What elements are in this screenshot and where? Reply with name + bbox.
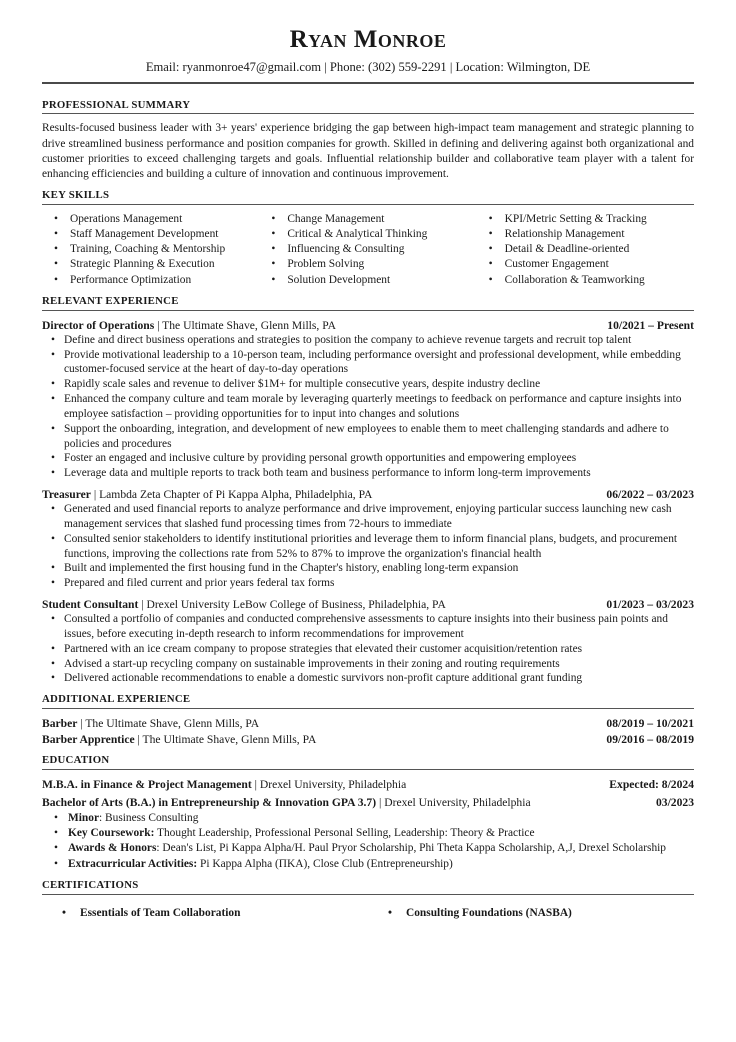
job-company: | Lambda Zeta Chapter of Pi Kappa Alpha, Philadelphia, PA: [90, 487, 373, 501]
job-title: Barber Apprentice: [42, 732, 135, 746]
additional-experience-entry: [42, 716, 694, 732]
skills-columns: [42, 212, 694, 288]
experience-bullets: [42, 502, 694, 591]
bullet-item: • Consulted senior stakeholders to identify institutional priorities and leverage them to inform financial plans, budgets, and procurement functions, improving the collections rate from 52% to 87% to improve the organization's financial health: [64, 532, 694, 562]
education-detail-item: [68, 841, 694, 856]
skill-item: • Influencing & Consulting: [287, 242, 476, 257]
degree-date: Expected: 8/2024: [609, 778, 694, 792]
education-details: [42, 811, 694, 873]
job-dates: 10/2021 – Present: [607, 318, 694, 332]
section-heading-summary: PROFESSIONAL SUMMARY: [42, 98, 191, 111]
skills-column-2: [259, 212, 476, 288]
bullet-item: • Consulted a portfolio of companies and conducted comprehensive assessments to capture insights into their business pain points and issues, before executing in-depth research to inform recommendations for improvement: [64, 612, 694, 642]
bullet-item: • Foster an engaged and inclusive culture by providing personal growth opportunities and empowering employees: [64, 451, 694, 466]
experience-title-line: [42, 487, 372, 502]
bullet-item: • Provide motivational leadership to a 10-person team, including performance oversight and professional development, while embedding customer-focused service at the heart of day-to-day operations: [64, 348, 694, 378]
bullet-item: • Advised a start-up recycling company on sustainable improvements in their zoning and routing requirements: [64, 657, 694, 672]
skills-list: [477, 212, 694, 288]
skill-item: • Collaboration & Teamworking: [505, 273, 694, 288]
skill-item: • Strategic Planning & Execution: [70, 257, 259, 272]
detail-label: Key Coursework:: [68, 826, 155, 839]
bullet-item: • Rapidly scale sales and revenue to deliver $1M+ for multiple consecutive years, despite industry decline: [64, 377, 694, 392]
job-company: | Drexel University LeBow College of Business, Philadelphia, PA: [138, 598, 446, 612]
education-detail-item: [68, 811, 694, 826]
detail-label: Minor: [68, 811, 100, 824]
skill-item: • Critical & Analytical Thinking: [287, 227, 476, 242]
detail-label: Awards & Honors: [68, 842, 157, 855]
section-divider: [42, 204, 694, 205]
degree-title: Bachelor of Arts (B.A.) in Entrepreneurship & Innovation GPA 3.7): [42, 795, 377, 809]
skill-item: • Operations Management: [70, 212, 259, 227]
detail-separator: :: [99, 811, 106, 824]
degree-school: | Drexel University, Philadelphia: [376, 795, 531, 809]
section-divider: [42, 708, 694, 709]
certifications-columns: [42, 902, 694, 921]
bullet-item: • Partnered with an ice cream company to propose strategies that elevated their customer acquisition/retention rates: [64, 642, 694, 657]
skill-item: • Problem Solving: [287, 257, 476, 272]
section-additional-experience: [42, 694, 694, 747]
skill-item: • Performance Optimization: [70, 273, 259, 288]
job-dates: 09/2016 – 08/2019: [606, 732, 694, 746]
job-company: | The Ultimate Shave, Glenn Mills, PA: [134, 732, 317, 746]
experience-entry: [42, 597, 694, 686]
experience-header: [42, 597, 694, 612]
certification-item: • Consulting Foundations (NASBA): [406, 906, 694, 921]
additional-experience-entry: [42, 732, 694, 748]
job-title: Director of Operations: [42, 318, 155, 332]
skill-item: • Staff Management Development: [70, 227, 259, 242]
job-company: | The Ultimate Shave, Glenn Mills, PA: [154, 318, 336, 332]
certifications-list: [368, 906, 694, 921]
bullet-item: • Delivered actionable recommendations to enable a domestic survivors non-profit capture additional grant funding: [64, 671, 694, 686]
additional-title-line: [42, 732, 316, 748]
job-title: Student Consultant: [42, 598, 139, 612]
bullet-item: • Built and implemented the first housing fund in the Chapter's history, enabling long-term expansion: [64, 561, 694, 576]
skill-item: • Change Management: [287, 212, 476, 227]
section-divider: [42, 310, 694, 311]
detail-separator: :: [156, 842, 163, 855]
certifications-list: [42, 906, 368, 921]
candidate-name: Ryan Monroe: [289, 26, 447, 53]
section-heading-additional: ADDITIONAL EXPERIENCE: [42, 693, 191, 706]
contact-line: Email: ryanmonroe47@gmail.com | Phone: (302) 559-2291 | Location: Wilmington, DE: [145, 59, 591, 74]
degree-school: | Drexel University, Philadelphia: [251, 778, 407, 792]
experience-bullets: [42, 612, 694, 686]
skills-column-3: [477, 212, 694, 288]
section-relevant-experience: [42, 296, 694, 686]
detail-value: Business Consulting: [105, 811, 199, 824]
section-heading-skills: KEY SKILLS: [42, 189, 110, 202]
certification-item: • Essentials of Team Collaboration: [80, 906, 368, 921]
skill-item: • Relationship Management: [505, 227, 694, 242]
education-degree-line: [42, 795, 531, 811]
section-heading-experience: RELEVANT EXPERIENCE: [42, 294, 179, 307]
job-dates: 06/2022 – 03/2023: [606, 487, 694, 501]
education-entry: [42, 795, 694, 872]
education-detail-item: [68, 857, 694, 872]
section-professional-summary: [42, 100, 694, 183]
section-certifications: [42, 880, 694, 921]
job-company: | The Ultimate Shave, Glenn Mills, PA: [77, 717, 260, 731]
skill-item: • Solution Development: [287, 273, 476, 288]
section-education: [42, 755, 694, 872]
skill-item: • Training, Coaching & Mentorship: [70, 242, 259, 257]
summary-text: Results-focused business leader with 3+ years' experience bridging the gap between high-impact team management and strategic planning to drive streamlined business performance and position companies for growth. Skilled in defining and delivering against both organizational and customer priorities to exceed challenging targets and goals. Influential relationship builder and collaborative team player with a talent for enhancing efficiencies and building a culture of innovation and continuous improvement.: [42, 122, 694, 180]
experience-title-line: [42, 597, 446, 612]
certifications-column-2: [368, 906, 694, 921]
section-heading-education: EDUCATION: [42, 754, 110, 767]
education-detail-item: [68, 826, 694, 841]
detail-value: Thought Leadership, Professional Personal Selling, Leadership: Theory & Practice: [157, 826, 535, 839]
section-heading-certifications: CERTIFICATIONS: [42, 879, 139, 892]
additional-title-line: [42, 716, 259, 732]
bullet-item: • Support the onboarding, integration, and development of new employees to enable them to meet challenging standards and adhere to policies and procedures: [64, 422, 694, 452]
education-entry: [42, 777, 694, 793]
skill-item: • Customer Engagement: [505, 257, 694, 272]
skills-list: [42, 212, 259, 288]
experience-header: [42, 318, 694, 333]
skills-column-1: [42, 212, 259, 288]
education-header: [42, 795, 694, 811]
job-dates: 08/2019 – 10/2021: [606, 717, 694, 731]
certifications-column-1: [42, 906, 368, 921]
skills-list: [259, 212, 476, 288]
experience-title-line: [42, 318, 336, 333]
job-title: Barber: [42, 717, 78, 731]
degree-title: M.B.A. in Finance & Project Management: [42, 778, 252, 792]
experience-bullets: [42, 333, 694, 481]
experience-entry: [42, 487, 694, 591]
education-degree-line: [42, 777, 406, 793]
experience-header: [42, 487, 694, 502]
education-header: [42, 777, 694, 793]
skill-item: • KPI/Metric Setting & Tracking: [505, 212, 694, 227]
bullet-item: • Define and direct business operations and strategies to position the company to achieve revenue targets and recruit top talent: [64, 333, 694, 348]
degree-date: 03/2023: [655, 795, 694, 809]
header-divider: [42, 82, 694, 84]
section-divider: [42, 894, 694, 895]
bullet-item: • Leverage data and multiple reports to track both team and business performance to inform long-term improvements: [64, 466, 694, 481]
detail-label: Extracurricular Activities:: [68, 857, 198, 870]
resume-header: [42, 26, 694, 84]
bullet-item: • Enhanced the company culture and team morale by leveraging quarterly meetings to feedback on performance and capture insights into employee satisfaction – providing opportunities for to input into changes and solutions: [64, 392, 694, 422]
bullet-item: • Prepared and filed current and prior years federal tax forms: [64, 576, 694, 591]
detail-value: Dean's List, Pi Kappa Alpha/H. Paul Pryor Scholarship, Phi Theta Kappa Scholarship, A,J, Drexel Scholarship: [162, 842, 667, 855]
job-title: Treasurer: [42, 487, 91, 501]
experience-entry: [42, 318, 694, 481]
skill-item: • Detail & Deadline-oriented: [505, 242, 694, 257]
bullet-item: • Generated and used financial reports to analyze performance and drive improvement, enjoying particular success launching new cash management services that slashed fund processing times from 72-hours to immediate: [64, 502, 694, 532]
section-key-skills: [42, 190, 694, 288]
section-divider: [42, 769, 694, 770]
section-divider: [42, 113, 694, 114]
detail-value: Pi Kappa Alpha (ΠΚΑ), Close Club (Entrepreneurship): [200, 857, 453, 870]
job-dates: 01/2023 – 03/2023: [606, 598, 694, 612]
